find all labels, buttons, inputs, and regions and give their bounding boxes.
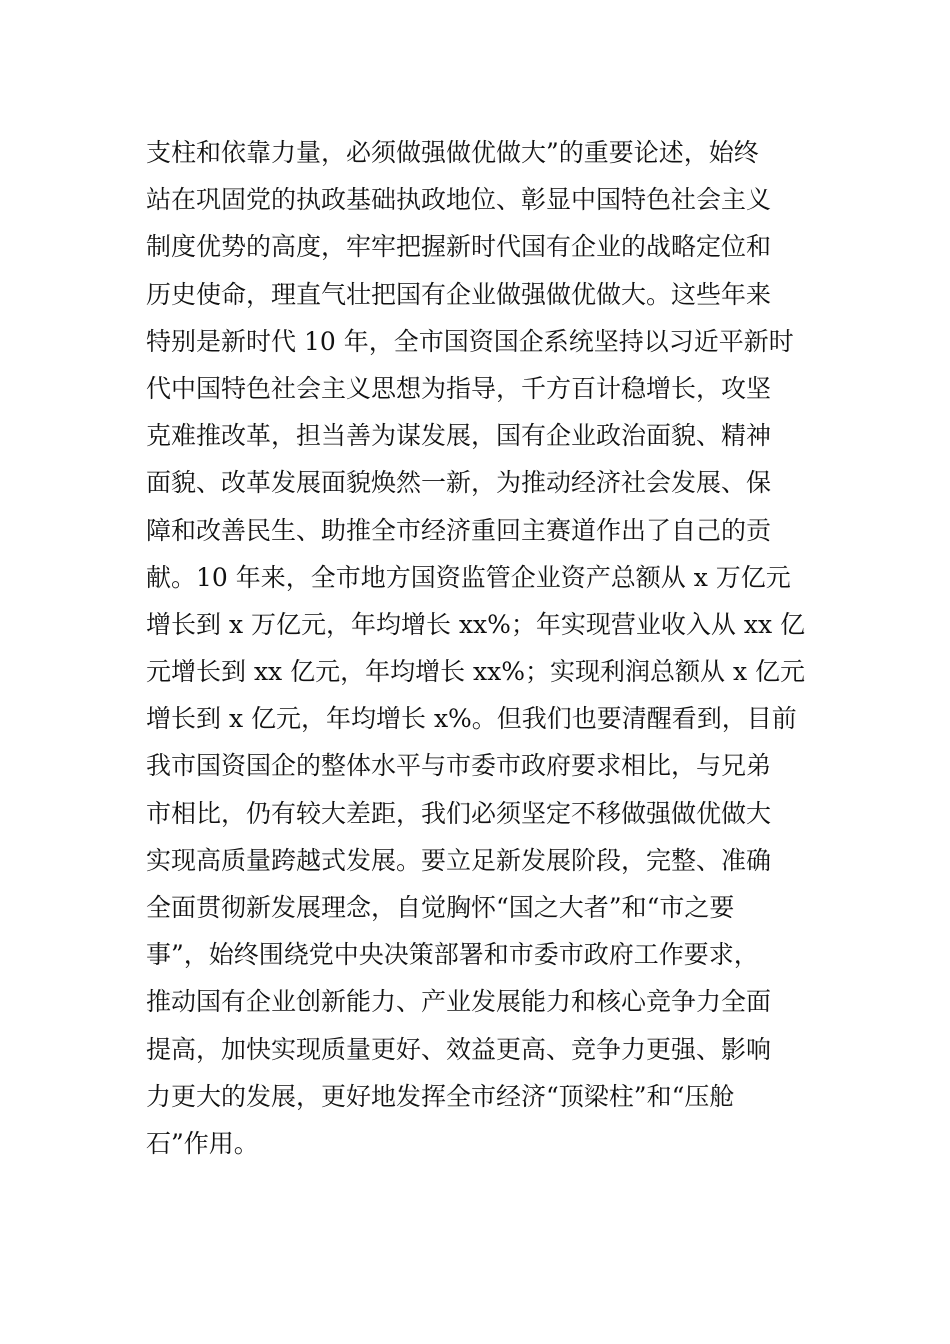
text-line-10: 献。10 年来，全市地方国资监管企业资产总额从 x 万亿元 xyxy=(146,562,791,592)
text-line-11: 增长到 x 万亿元，年均增长 xx%；年实现营业收入从 xx 亿 xyxy=(146,609,805,639)
text-line-12: 元增长到 xx 亿元，年均增长 xx%；实现利润总额从 x 亿元 xyxy=(146,657,805,687)
text-line-17: 全面贯彻新发展理念，自觉胸怀“国之大者”和“市之要 xyxy=(146,893,735,922)
text-line-16: 实现高质量跨越式发展。要立足新发展阶段，完整、准确 xyxy=(146,845,772,875)
text-line-19: 推动国有企业创新能力、产业发展能力和核心竞争力全面 xyxy=(146,987,772,1017)
text-line-5: 特别是新时代 10 年，全市国资国企系统坚持以习近平新时 xyxy=(146,326,794,356)
text-line-15: 市相比，仍有较大差距，我们必须坚定不移做强做优做大 xyxy=(146,798,772,828)
text-line-4: 历史使命，理直气壮把国有企业做强做优做大。这些年来 xyxy=(146,279,772,309)
text-line-6: 代中国特色社会主义思想为指导，千方百计稳增长，攻坚 xyxy=(146,373,772,403)
text-line-3: 制度优势的高度，牢牢把握新时代国有企业的战略定位和 xyxy=(146,232,772,262)
text-line-8: 面貌、改革发展面貌焕然一新，为推动经济社会发展、保 xyxy=(146,468,772,498)
text-line-21: 力更大的发展，更好地发挥全市经济“顶梁柱”和“压舱 xyxy=(146,1081,735,1111)
text-line-20: 提高，加快实现质量更好、效益更高、竞争力更强、影响 xyxy=(146,1034,772,1064)
text-line-2: 站在巩固党的执政基础执政地位、彰显中国特色社会主义 xyxy=(146,185,772,215)
text-line-14: 我市国资国企的整体水平与市委市政府要求相比，与兄弟 xyxy=(146,751,772,781)
text-line-7: 克难推改革，担当善为谋发展，国有企业政治面貌、精神 xyxy=(146,421,772,451)
text-line-13: 增长到 x 亿元，年均增长 x%。但我们也要清醒看到，目前 xyxy=(146,704,797,734)
text-line-9: 障和改善民生、助推全市经济重回主赛道作出了自己的贡 xyxy=(146,515,772,545)
text-line-1: 支柱和依靠力量，必须做强做优做大”的重要论述，始终 xyxy=(146,138,759,167)
body-paragraph xyxy=(146,129,816,1167)
text-line-18: 事”，始终围绕党中央决策部署和市委市政府工作要求， xyxy=(146,940,759,970)
text-line-22: 石”作用。 xyxy=(146,1128,259,1158)
